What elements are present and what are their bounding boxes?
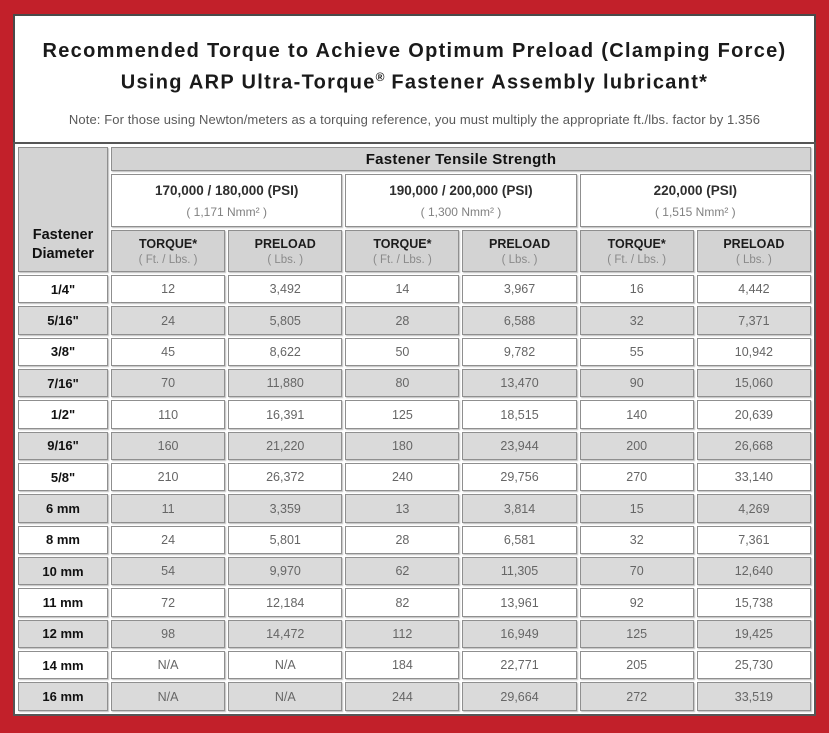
torque-value-cell: 16	[580, 275, 694, 303]
torque-value-cell: 110	[111, 400, 225, 428]
diameter-cell: 1/4"	[18, 275, 108, 303]
torque-value-cell: 45	[111, 338, 225, 366]
torque-value-cell: 15	[580, 494, 694, 522]
diameter-cell: 16 mm	[18, 682, 108, 711]
torque-value-cell: 24	[111, 526, 225, 554]
torque-value-cell: 55	[580, 338, 694, 366]
page-title-line1: Recommended Torque to Achieve Optimum Preload (Clamping Force)	[42, 40, 787, 62]
diameter-cell: 10 mm	[18, 557, 108, 585]
preload-value-cell: N/A	[228, 651, 342, 679]
preload-value-cell: 13,961	[462, 588, 576, 616]
preload-value-cell: 3,359	[228, 494, 342, 522]
torque-value-cell: 112	[345, 620, 459, 648]
torque-value-cell: 50	[345, 338, 459, 366]
torque-value-cell: N/A	[111, 651, 225, 679]
preload-value-cell: 7,371	[697, 306, 811, 334]
psi-value: 220,000 (PSI)	[653, 182, 737, 198]
diameter-cell: 12 mm	[18, 620, 108, 648]
preload-value-cell: 22,771	[462, 651, 576, 679]
page-title-line2	[15, 64, 814, 96]
diameter-cell: 6 mm	[18, 494, 108, 522]
torque-value-cell: 180	[345, 432, 459, 460]
diameter-cell: 8 mm	[18, 526, 108, 554]
psi-value: 170,000 / 180,000 (PSI)	[154, 182, 299, 198]
preload-value-cell: 20,639	[697, 400, 811, 428]
fastener-diameter-header-line1: Fastener	[32, 227, 94, 243]
nmm-value: ( 1,171 Nmm² )	[186, 204, 267, 219]
fastener-diameter-header	[18, 147, 108, 272]
torque-value-cell: 184	[345, 651, 459, 679]
torque-table	[13, 142, 816, 716]
preload-value-cell: 33,140	[697, 463, 811, 491]
preload-value-cell: 21,220	[228, 432, 342, 460]
torque-value-cell: 70	[580, 557, 694, 585]
title-line2-pre: Using ARP Ultra-Torque	[120, 71, 376, 94]
torque-column-header: TORQUE* ( Ft. / Lbs. )	[345, 230, 459, 272]
table-row	[18, 557, 811, 585]
preload-value-cell: 11,880	[228, 369, 342, 397]
preload-value-cell: 6,588	[462, 306, 576, 334]
torque-column-header: TORQUE* ( Ft. / Lbs. )	[111, 230, 225, 272]
preload-value-cell: 33,519	[697, 682, 811, 711]
table-row	[18, 620, 811, 648]
table-row	[18, 400, 811, 428]
torque-column-header: TORQUE* ( Ft. / Lbs. )	[580, 230, 694, 272]
torque-value-cell: 270	[580, 463, 694, 491]
diameter-cell: 7/16"	[18, 369, 108, 397]
preload-value-cell: 3,814	[462, 494, 576, 522]
table-row	[18, 651, 811, 679]
preload-value-cell: 12,184	[228, 588, 342, 616]
table-row	[18, 306, 811, 334]
preload-value-cell: 26,668	[697, 432, 811, 460]
title-line2-post: Fastener Assembly lubricant*	[384, 71, 709, 94]
torque-value-cell: 70	[111, 369, 225, 397]
preload-value-cell: 4,269	[697, 494, 811, 522]
torque-value-cell: 240	[345, 463, 459, 491]
nmm-value: ( 1,300 Nmm² )	[420, 204, 502, 219]
preload-value-cell: 13,470	[462, 369, 576, 397]
torque-value-cell: 12	[111, 275, 225, 303]
preload-value-cell: 16,391	[228, 400, 342, 428]
torque-value-cell: 62	[345, 557, 459, 585]
torque-value-cell: 210	[111, 463, 225, 491]
diameter-cell: 1/2"	[18, 400, 108, 428]
preload-value-cell: 9,970	[228, 557, 342, 585]
torque-value-cell: 205	[580, 651, 694, 679]
preload-value-cell: 23,944	[462, 432, 576, 460]
conversion-note: Note: For those using Newton/meters as a torquing reference, you must multiply the appropriate ft./lbs. factor by 1.356	[68, 111, 761, 127]
preload-value-cell: 18,515	[462, 400, 576, 428]
preload-value-cell: 10,942	[697, 338, 811, 366]
torque-value-cell: 11	[111, 494, 225, 522]
preload-value-cell: 19,425	[697, 620, 811, 648]
torque-value-cell: 160	[111, 432, 225, 460]
preload-column-header: PRELOAD ( Lbs. )	[697, 230, 811, 272]
preload-value-cell: 8,622	[228, 338, 342, 366]
torque-value-cell: 98	[111, 620, 225, 648]
nmm-value: ( 1,515 Nmm² )	[654, 204, 736, 219]
torque-value-cell: 200	[580, 432, 694, 460]
diameter-cell: 3/8"	[18, 338, 108, 366]
preload-value-cell: 4,442	[697, 275, 811, 303]
preload-value-cell: N/A	[228, 682, 342, 711]
table-row	[18, 588, 811, 616]
torque-value-cell: 72	[111, 588, 225, 616]
preload-value-cell: 11,305	[462, 557, 576, 585]
preload-value-cell: 6,581	[462, 526, 576, 554]
preload-value-cell: 3,967	[462, 275, 576, 303]
torque-value-cell: 125	[580, 620, 694, 648]
torque-value-cell: 28	[345, 306, 459, 334]
preload-value-cell: 15,738	[697, 588, 811, 616]
diameter-cell: 5/16"	[18, 306, 108, 334]
table-body	[18, 275, 811, 711]
preload-value-cell: 26,372	[228, 463, 342, 491]
psi-value: 190,000 / 200,000 (PSI)	[389, 182, 533, 198]
torque-value-cell: 32	[580, 526, 694, 554]
table-row	[18, 338, 811, 366]
table-row	[18, 526, 811, 554]
preload-value-cell: 16,949	[462, 620, 576, 648]
diameter-cell: 11 mm	[18, 588, 108, 616]
preload-column-header: PRELOAD ( Lbs. )	[228, 230, 342, 272]
fastener-diameter-header-line2: Diameter	[31, 246, 95, 262]
torque-value-cell: 32	[580, 306, 694, 334]
diameter-cell: 5/8"	[18, 463, 108, 491]
preload-value-cell: 29,664	[462, 682, 576, 711]
torque-value-cell: 28	[345, 526, 459, 554]
torque-value-cell: 54	[111, 557, 225, 585]
psi-group-190-200	[345, 174, 576, 227]
torque-value-cell: 13	[345, 494, 459, 522]
preload-value-cell: 5,801	[228, 526, 342, 554]
preload-value-cell: 12,640	[697, 557, 811, 585]
torque-value-cell: N/A	[111, 682, 225, 711]
preload-value-cell: 3,492	[228, 275, 342, 303]
table-row	[18, 494, 811, 522]
psi-group-170-180	[111, 174, 342, 227]
tensile-strength-header: Fastener Tensile Strength	[111, 147, 811, 171]
torque-value-cell: 14	[345, 275, 459, 303]
table-row	[18, 275, 811, 303]
torque-value-cell: 90	[580, 369, 694, 397]
torque-value-cell: 24	[111, 306, 225, 334]
preload-column-header: PRELOAD ( Lbs. )	[462, 230, 576, 272]
preload-value-cell: 7,361	[697, 526, 811, 554]
torque-value-cell: 272	[580, 682, 694, 711]
torque-value-cell: 140	[580, 400, 694, 428]
torque-value-cell: 244	[345, 682, 459, 711]
diameter-cell: 9/16"	[18, 432, 108, 460]
preload-value-cell: 25,730	[697, 651, 811, 679]
table-row	[18, 432, 811, 460]
torque-value-cell: 125	[345, 400, 459, 428]
psi-header-row	[18, 174, 811, 227]
table-row	[18, 369, 811, 397]
registered-trademark-symbol: ®	[375, 70, 385, 84]
torque-value-cell: 92	[580, 588, 694, 616]
diameter-cell: 14 mm	[18, 651, 108, 679]
table-row	[18, 463, 811, 491]
torque-preload-header-row	[18, 230, 811, 272]
preload-value-cell: 5,805	[228, 306, 342, 334]
torque-value-cell: 82	[345, 588, 459, 616]
preload-value-cell: 14,472	[228, 620, 342, 648]
table-row	[18, 682, 811, 711]
preload-value-cell: 15,060	[697, 369, 811, 397]
torque-value-cell: 80	[345, 369, 459, 397]
tensile-header-row	[18, 147, 811, 171]
preload-value-cell: 9,782	[462, 338, 576, 366]
preload-value-cell: 29,756	[462, 463, 576, 491]
title-panel	[13, 14, 816, 142]
psi-group-220	[580, 174, 811, 227]
